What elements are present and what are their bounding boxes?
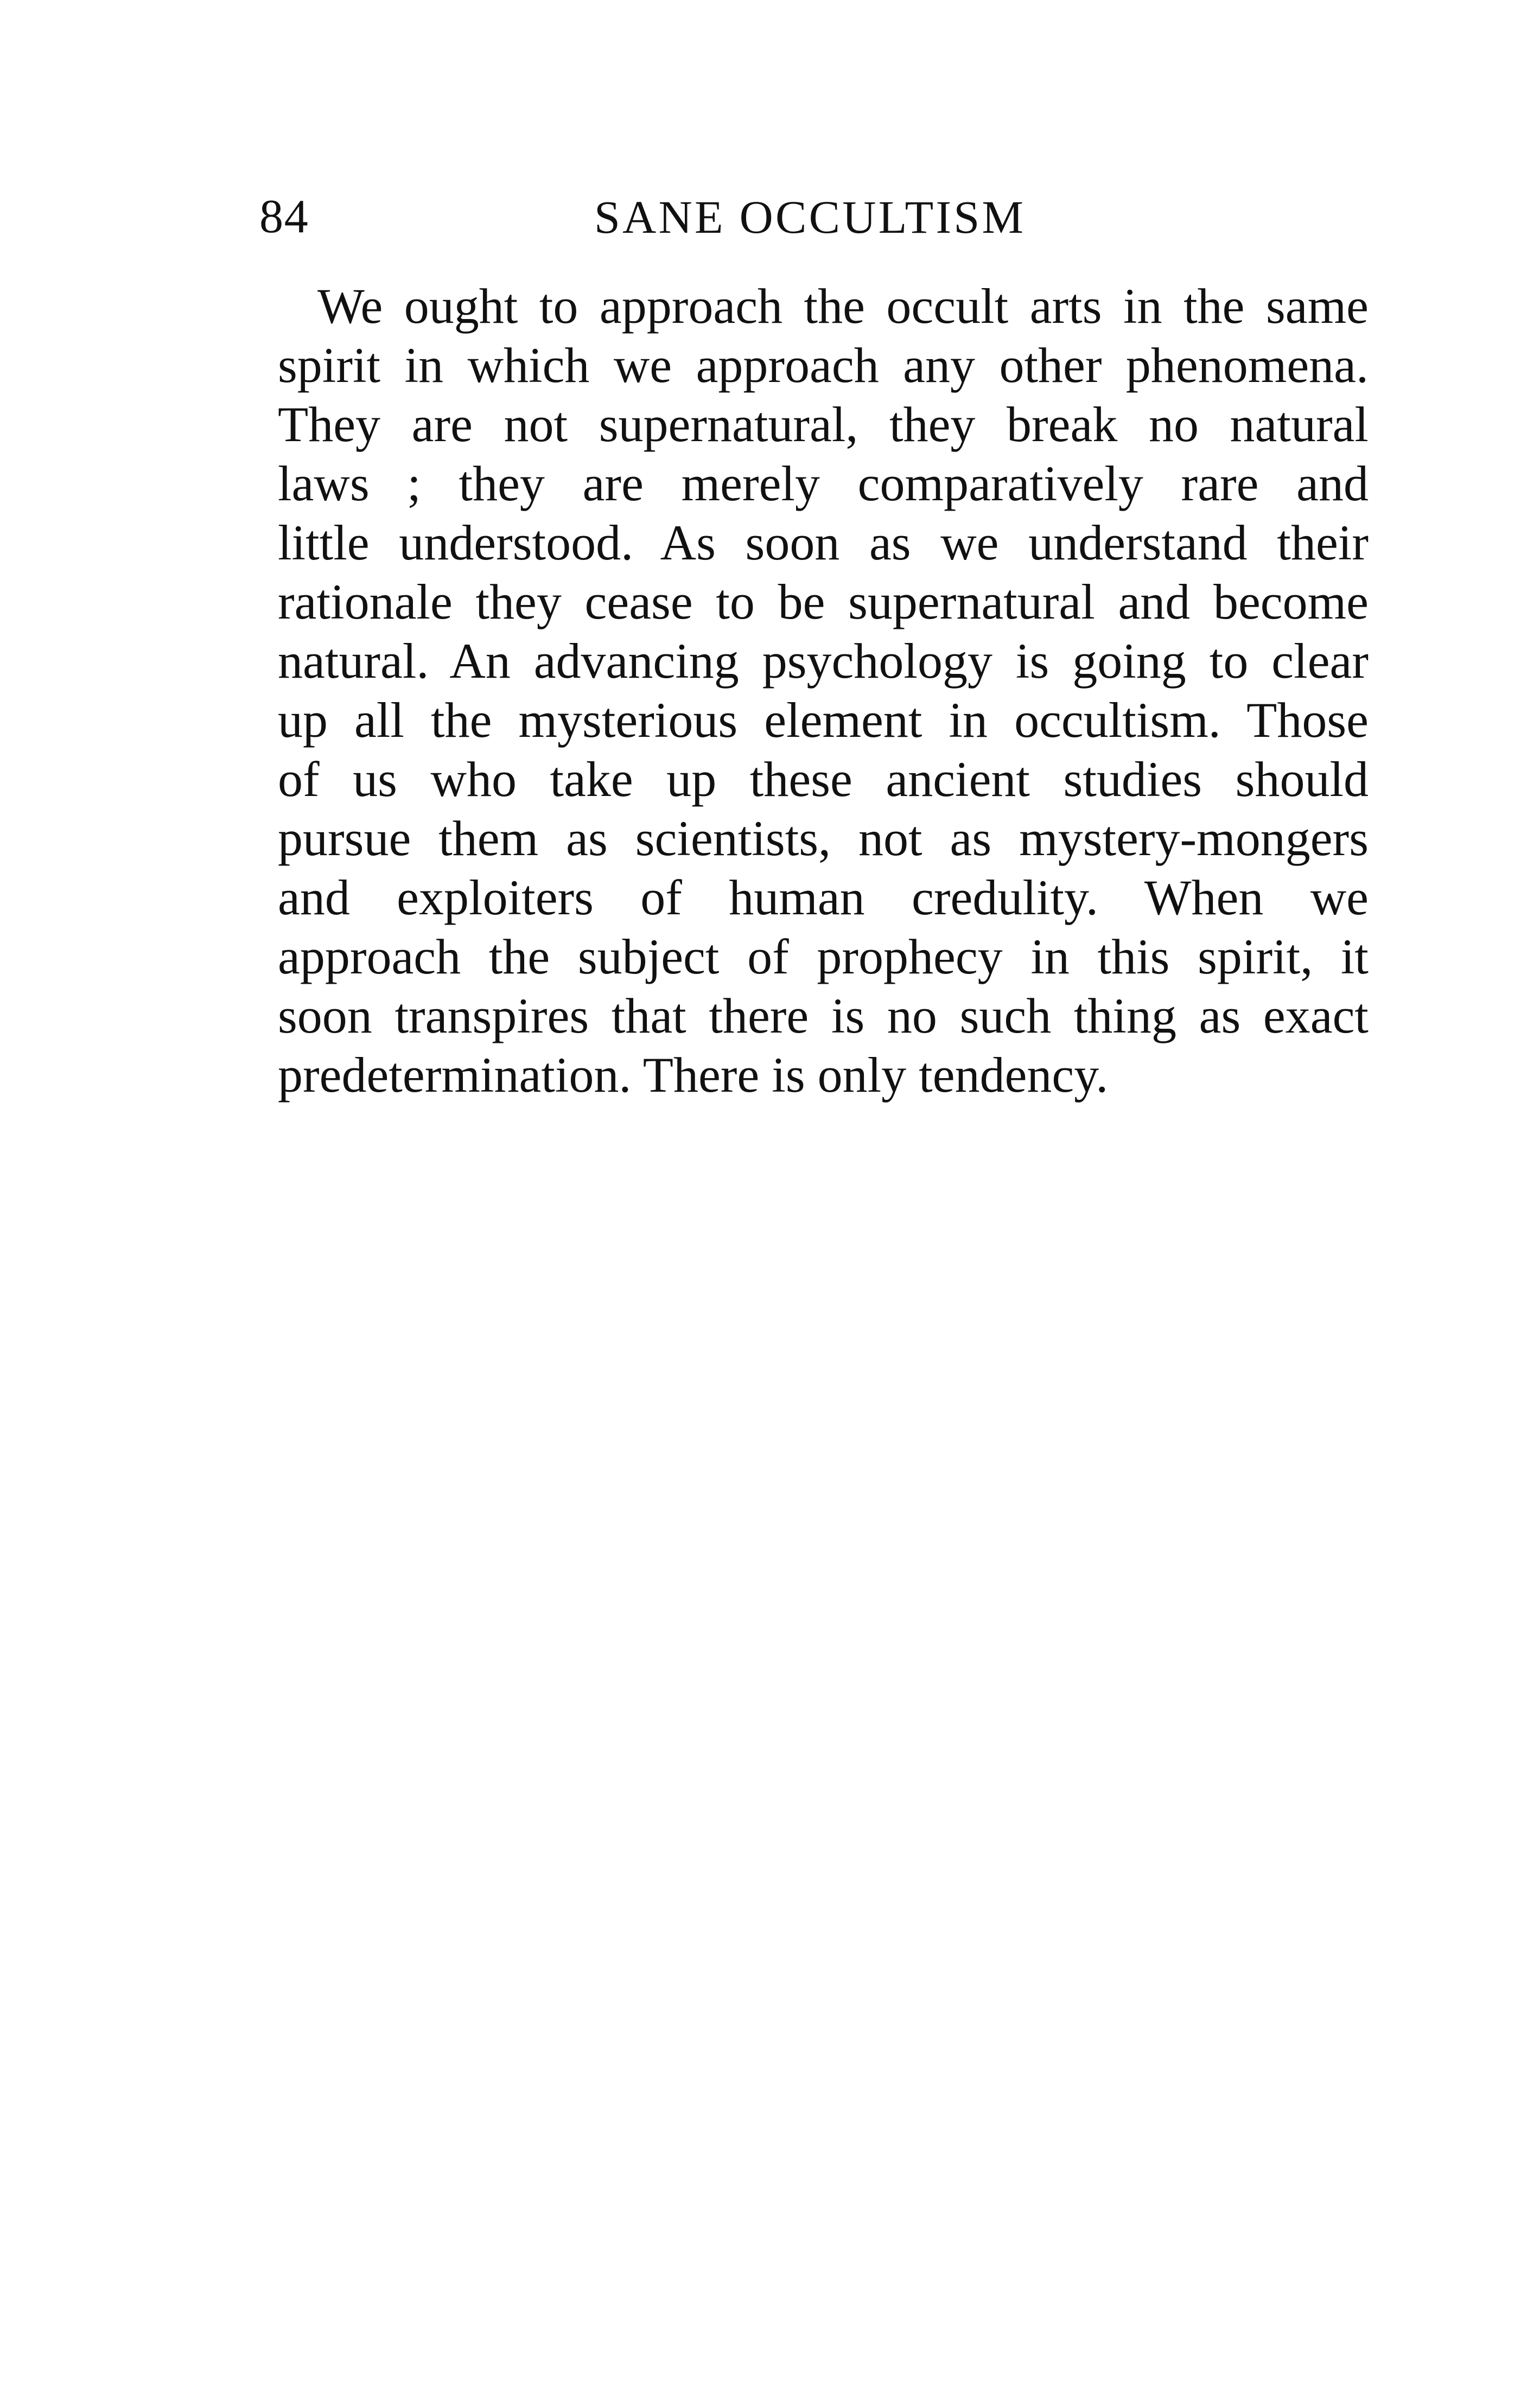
body-paragraph: [278, 277, 1369, 1105]
text-line: We ought to approach the occult arts in the same: [317, 278, 1369, 334]
text-line: of us who take up these ancient studies should: [278, 751, 1369, 807]
text-line: laws ; they are merely comparatively rare and: [278, 456, 1369, 511]
text-line: little understood. As soon as we understand their: [278, 515, 1369, 570]
text-line: rationale they cease to be supernatural and become: [278, 574, 1369, 629]
text-line: spirit in which we approach any other phenomena.: [278, 337, 1369, 393]
text-line: natural. An advancing psychology is going to clear: [278, 633, 1369, 689]
text-line: soon transpires that there is no such thing as exact: [278, 988, 1369, 1043]
text-line: They are not supernatural, they break no natural: [278, 397, 1369, 452]
running-title: SANE OCCULTISM: [594, 191, 1026, 243]
page-number: 84: [259, 190, 309, 243]
text-line: pursue them as scientists, not as mystery-mongers: [278, 811, 1369, 866]
text-line: and exploiters of human credulity. When we: [278, 870, 1369, 925]
text-line: predetermination. There is only tendency.: [278, 1047, 1109, 1103]
running-head: [0, 187, 1540, 252]
text-line: up all the mysterious element in occultism. Those: [278, 692, 1369, 748]
text-line: approach the subject of prophecy in this spirit, it: [278, 929, 1369, 984]
